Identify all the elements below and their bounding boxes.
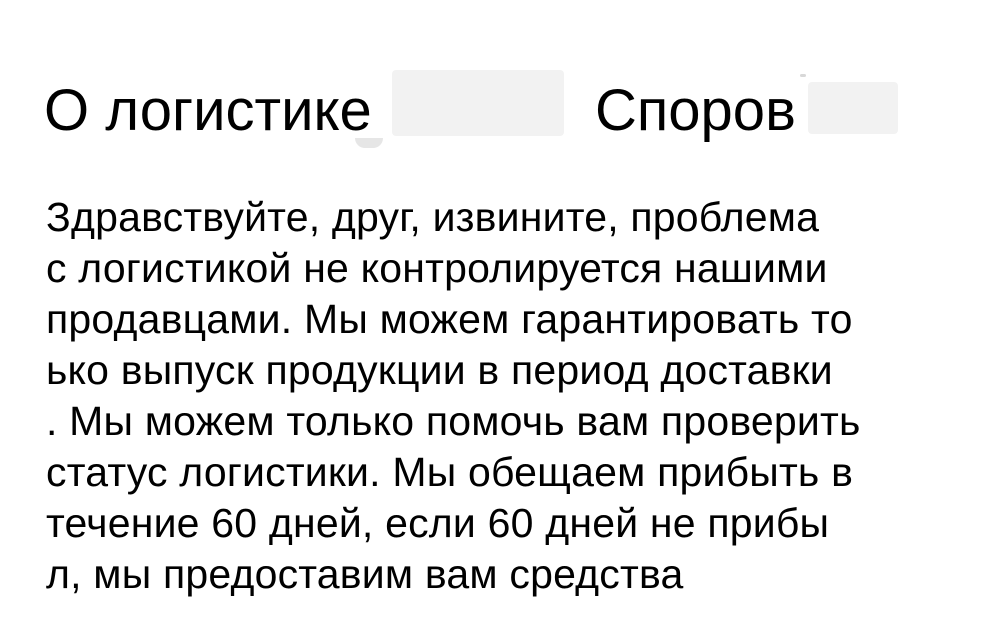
message-line: статус логистики. Мы обещаем прибыть в bbox=[46, 449, 854, 495]
message-line: . Мы можем только помочь вам проверить bbox=[46, 398, 861, 444]
message-line: течение 60 дней, если 60 дней не прибы bbox=[46, 500, 830, 546]
heading-logistics: О логистике bbox=[44, 78, 372, 143]
heading-disputes: Споров bbox=[595, 78, 796, 143]
background-smudge bbox=[800, 74, 806, 77]
background-smudge bbox=[392, 70, 564, 136]
message-body bbox=[46, 192, 1000, 600]
background-smudge bbox=[808, 82, 898, 134]
message-line: ько выпуск продукции в период доставки bbox=[46, 347, 833, 393]
message-line: л, мы предоставим вам средства bbox=[46, 551, 684, 597]
message-line: продавцами. Мы можем гарантировать то bbox=[46, 296, 853, 342]
message-line: с логистикой не контролируется нашими bbox=[46, 245, 828, 291]
message-line: Здравствуйте, друг, извините, проблема bbox=[46, 194, 820, 240]
